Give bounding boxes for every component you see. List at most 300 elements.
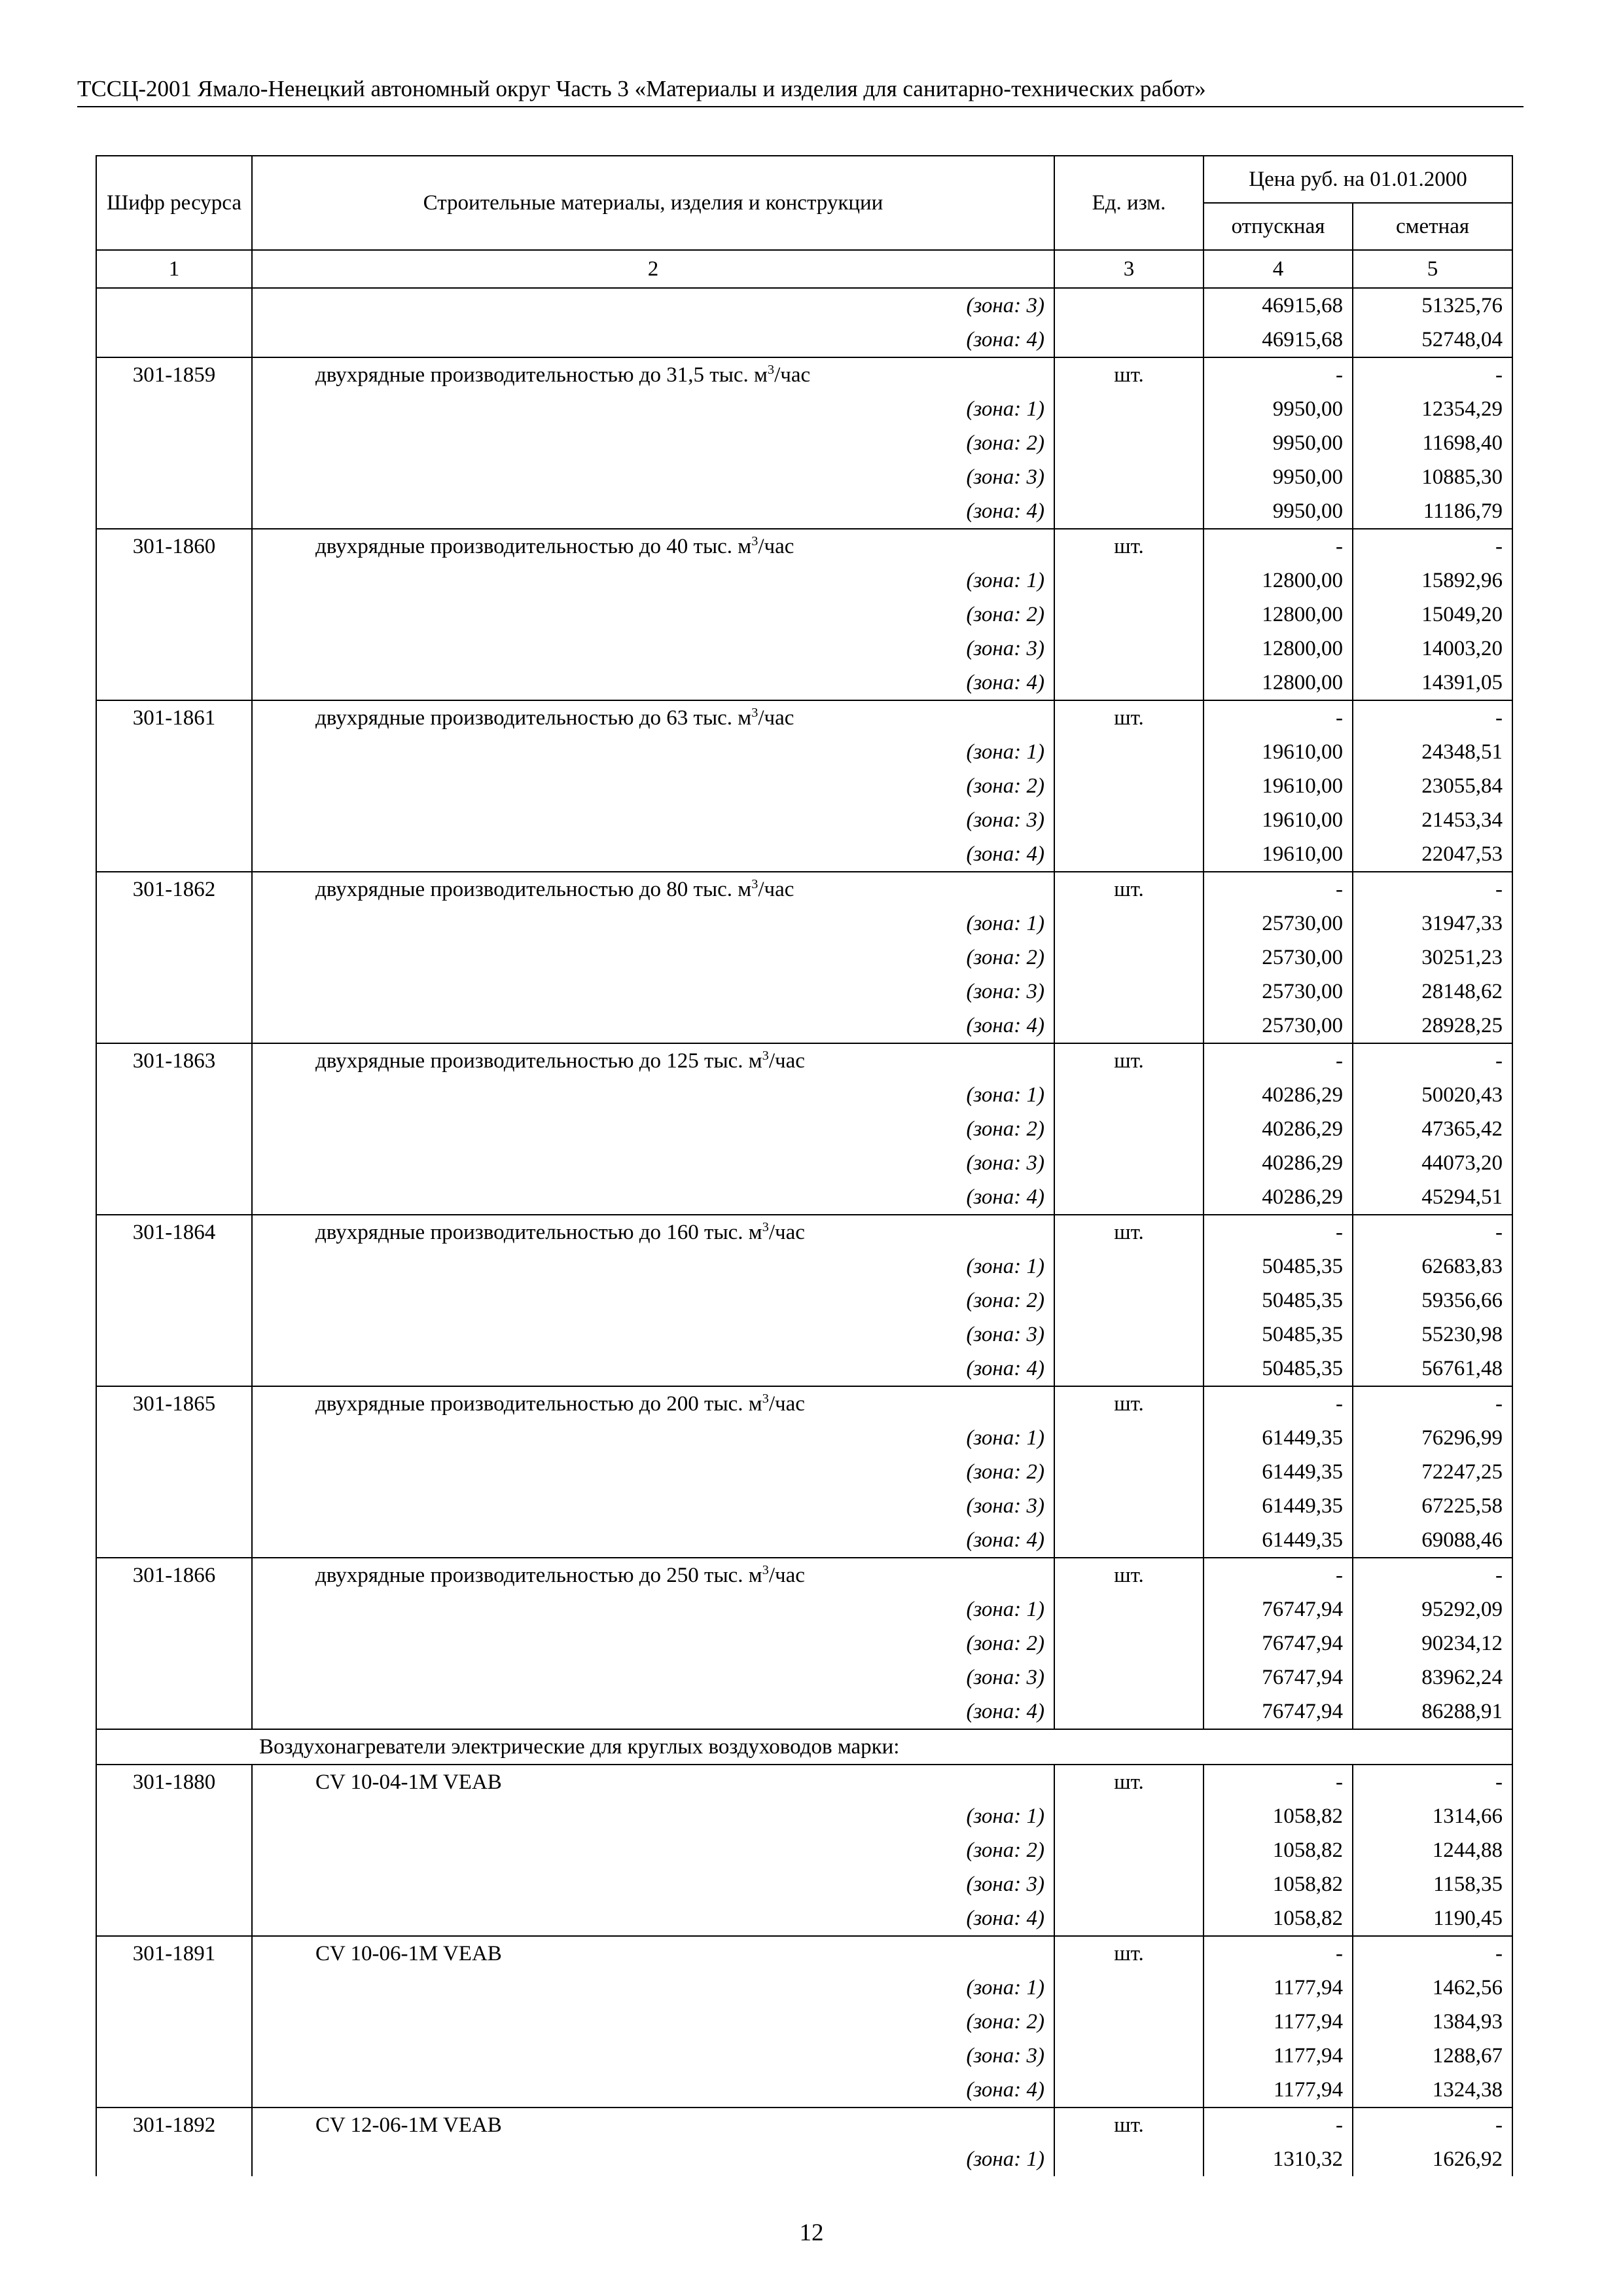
col-name-header: Строительные материалы, изделия и конструкции: [252, 156, 1054, 250]
price-estimate: 28928,25: [1353, 1009, 1512, 1043]
unit: [1054, 1626, 1204, 1660]
price-release: 12800,00: [1204, 666, 1353, 700]
resource-code: [96, 1695, 252, 1729]
item-name-text: [262, 878, 794, 902]
zone-label-text: (зона: 1): [966, 1254, 1044, 1278]
item-name-text: [262, 1221, 805, 1245]
zone-label-text: (зона: 4): [966, 327, 1044, 351]
price-estimate: 11698,40: [1353, 426, 1512, 460]
price-estimate: 52748,04: [1353, 323, 1512, 357]
item-name: [252, 1558, 1054, 1592]
price-release: 9950,00: [1204, 460, 1353, 494]
resource-code: [96, 1455, 252, 1489]
unit: [1054, 392, 1204, 426]
zone-row: [96, 632, 1512, 666]
price-estimate: 86288,91: [1353, 1695, 1512, 1729]
zone-label: [252, 769, 1054, 803]
price-estimate: -: [1353, 700, 1512, 735]
price-release: -: [1204, 700, 1353, 735]
item-name-main: CV 12-06-1M VEAB: [315, 2113, 502, 2137]
item-name-text: [262, 535, 794, 559]
price-estimate: -: [1353, 872, 1512, 906]
zone-label-text: (зона: 1): [966, 2147, 1044, 2171]
zone-label: [252, 1421, 1054, 1455]
col-price-group-header: Цена руб. на 01.01.2000: [1204, 156, 1512, 203]
unit: шт.: [1054, 872, 1204, 906]
resource-code: [96, 1489, 252, 1523]
resource-code: [96, 494, 252, 529]
item-name: [252, 1386, 1054, 1421]
item-name-text: [262, 1942, 502, 1966]
resource-code: 301-1892: [96, 2108, 252, 2142]
item-row: [96, 1215, 1512, 1249]
zone-label-text: (зона: 1): [966, 1083, 1044, 1107]
price-estimate: 72247,25: [1353, 1455, 1512, 1489]
resource-code: [96, 1971, 252, 2005]
price-release: 25730,00: [1204, 1009, 1353, 1043]
resource-code: [96, 1799, 252, 1833]
resource-code: [96, 1833, 252, 1867]
unit: [1054, 1660, 1204, 1695]
price-estimate: -: [1353, 1043, 1512, 1078]
unit: [1054, 1592, 1204, 1626]
price-estimate: 76296,99: [1353, 1421, 1512, 1455]
zone-label-text: (зона: 3): [966, 1872, 1044, 1896]
running-header: ТССЦ-2001 Ямало-Ненецкий автономный округ Часть 3 «Материалы и изделия для санитарно-технических работ»: [77, 76, 1206, 101]
zone-row: [96, 1180, 1512, 1215]
zone-label-text: (зона: 2): [966, 1460, 1044, 1484]
zone-row: [96, 975, 1512, 1009]
zone-label: [252, 1489, 1054, 1523]
resource-code: [96, 837, 252, 872]
unit: [1054, 1146, 1204, 1180]
unit-superscript: 3: [762, 1219, 769, 1234]
group-heading: Воздухонагреватели электрические для круглых воздуховодов марки:: [96, 1729, 1512, 1765]
unit: [1054, 323, 1204, 357]
resource-code: 301-1864: [96, 1215, 252, 1249]
unit: [1054, 837, 1204, 872]
zone-label: [252, 1867, 1054, 1901]
zone-label-text: (зона: 3): [966, 1151, 1044, 1175]
price-release: 25730,00: [1204, 975, 1353, 1009]
zone-label: [252, 494, 1054, 529]
zone-label-text: (зона: 2): [966, 2009, 1044, 2034]
price-estimate: 23055,84: [1353, 769, 1512, 803]
zone-label: [252, 1660, 1054, 1695]
resource-code: [96, 2039, 252, 2073]
unit: [1054, 1249, 1204, 1283]
resource-code: 301-1880: [96, 1765, 252, 1799]
item-name: [252, 529, 1054, 564]
resource-code: 301-1863: [96, 1043, 252, 1078]
price-estimate: 1314,66: [1353, 1799, 1512, 1833]
zone-label: [252, 1180, 1054, 1215]
price-estimate: 51325,76: [1353, 288, 1512, 323]
price-estimate: -: [1353, 2108, 1512, 2142]
zone-label-text: (зона: 4): [966, 670, 1044, 694]
zone-label-text: (зона: 1): [966, 1804, 1044, 1828]
item-row: [96, 1558, 1512, 1592]
price-release: -: [1204, 1215, 1353, 1249]
zone-label: [252, 1112, 1054, 1146]
zone-label: [252, 1078, 1054, 1112]
zone-label-text: (зона: 1): [966, 1975, 1044, 2000]
zone-label-text: (зона: 1): [966, 1597, 1044, 1621]
price-release: -: [1204, 1765, 1353, 1799]
price-estimate: -: [1353, 357, 1512, 392]
resource-code: [96, 460, 252, 494]
zone-row: [96, 2005, 1512, 2039]
unit: [1054, 1352, 1204, 1386]
zone-row: [96, 1901, 1512, 1936]
price-release: -: [1204, 1936, 1353, 1971]
price-estimate: 95292,09: [1353, 1592, 1512, 1626]
zone-label: [252, 460, 1054, 494]
zone-label: [252, 598, 1054, 632]
zone-label-text: (зона: 2): [966, 945, 1044, 969]
price-estimate: 69088,46: [1353, 1523, 1512, 1558]
unit: [1054, 1489, 1204, 1523]
resource-code: 301-1859: [96, 357, 252, 392]
zone-row: [96, 1352, 1512, 1386]
price-release: 9950,00: [1204, 494, 1353, 529]
item-name: [252, 1765, 1054, 1799]
zone-label: [252, 1146, 1054, 1180]
item-name: [252, 1043, 1054, 1078]
unit-superscript: 3: [762, 1391, 769, 1406]
item-row: [96, 700, 1512, 735]
resource-code: [96, 1523, 252, 1558]
price-estimate: 15049,20: [1353, 598, 1512, 632]
resource-code: [96, 2073, 252, 2108]
zone-row: [96, 323, 1512, 357]
zone-label: [252, 2073, 1054, 2108]
price-estimate: -: [1353, 529, 1512, 564]
col-number: 4: [1204, 250, 1353, 288]
unit: шт.: [1054, 1765, 1204, 1799]
unit: шт.: [1054, 1386, 1204, 1421]
zone-label-text: (зона: 3): [966, 1665, 1044, 1689]
item-name-text: [262, 1049, 805, 1073]
price-release: -: [1204, 872, 1353, 906]
zone-row: [96, 1626, 1512, 1660]
zone-row: [96, 2039, 1512, 2073]
zone-label: [252, 906, 1054, 941]
zone-label-text: (зона: 4): [966, 1185, 1044, 1209]
resource-code: [96, 1078, 252, 1112]
col-release-header: отпускная: [1204, 203, 1353, 250]
item-row: [96, 1936, 1512, 1971]
unit: [1054, 1799, 1204, 1833]
unit: [1054, 2142, 1204, 2176]
zone-label-text: (зона: 4): [966, 1356, 1044, 1380]
item-name-unit-tail: /час: [768, 1049, 805, 1073]
price-estimate: -: [1353, 1215, 1512, 1249]
price-release: 50485,35: [1204, 1283, 1353, 1318]
unit: [1054, 632, 1204, 666]
price-estimate: 1244,88: [1353, 1833, 1512, 1867]
zone-row: [96, 1867, 1512, 1901]
unit: [1054, 564, 1204, 598]
unit-superscript: 3: [751, 533, 758, 548]
resource-code: [96, 941, 252, 975]
unit-superscript: 3: [762, 1562, 769, 1577]
zone-label: [252, 1352, 1054, 1386]
item-name-main: двухрядные производительностью до 31,5 тыс. м: [315, 363, 768, 387]
unit: [1054, 906, 1204, 941]
price-release: 50485,35: [1204, 1318, 1353, 1352]
zone-row: [96, 1318, 1512, 1352]
price-release: 19610,00: [1204, 803, 1353, 837]
resource-code: [96, 426, 252, 460]
unit: шт.: [1054, 1936, 1204, 1971]
price-release: -: [1204, 357, 1353, 392]
zone-label: [252, 2039, 1054, 2073]
price-estimate: 30251,23: [1353, 941, 1512, 975]
item-name: [252, 2108, 1054, 2142]
zone-row: [96, 1833, 1512, 1867]
price-release: -: [1204, 1386, 1353, 1421]
unit: [1054, 460, 1204, 494]
group-heading-row: [96, 1729, 1512, 1765]
resource-code: 301-1865: [96, 1386, 252, 1421]
resource-code: 301-1891: [96, 1936, 252, 1971]
price-release: 12800,00: [1204, 632, 1353, 666]
item-name: [252, 357, 1054, 392]
price-estimate: 1288,67: [1353, 2039, 1512, 2073]
resource-code: [96, 1592, 252, 1626]
resource-code: [96, 323, 252, 357]
unit: [1054, 803, 1204, 837]
zone-row: [96, 1799, 1512, 1833]
zone-label-text: (зона: 4): [966, 2077, 1044, 2102]
unit: [1054, 735, 1204, 769]
zone-label-text: (зона: 1): [966, 568, 1044, 592]
zone-label: [252, 2142, 1054, 2176]
zone-row: [96, 1249, 1512, 1283]
price-release: 61449,35: [1204, 1455, 1353, 1489]
zone-label-text: (зона: 2): [966, 602, 1044, 626]
resource-code: [96, 1352, 252, 1386]
zone-label-text: (зона: 1): [966, 397, 1044, 421]
zone-label: [252, 392, 1054, 426]
unit: шт.: [1054, 2108, 1204, 2142]
resource-code: [96, 1009, 252, 1043]
price-estimate: 21453,34: [1353, 803, 1512, 837]
resource-code: [96, 288, 252, 323]
item-row: [96, 357, 1512, 392]
zone-label-text: (зона: 2): [966, 1117, 1044, 1141]
zone-row: [96, 837, 1512, 872]
price-estimate: 10885,30: [1353, 460, 1512, 494]
unit-superscript: 3: [762, 1048, 769, 1063]
price-release: 9950,00: [1204, 426, 1353, 460]
unit: [1054, 1180, 1204, 1215]
unit: [1054, 2039, 1204, 2073]
resource-code: [96, 1146, 252, 1180]
price-release: 76747,94: [1204, 1660, 1353, 1695]
price-estimate: 24348,51: [1353, 735, 1512, 769]
price-estimate: 67225,58: [1353, 1489, 1512, 1523]
zone-label-text: (зона: 2): [966, 1838, 1044, 1862]
resource-code: 301-1866: [96, 1558, 252, 1592]
item-name-main: двухрядные производительностью до 250 тыс. м: [315, 1563, 762, 1587]
item-name-unit-tail: /час: [774, 363, 811, 387]
price-estimate: 1158,35: [1353, 1867, 1512, 1901]
zone-label: [252, 735, 1054, 769]
price-estimate: 14003,20: [1353, 632, 1512, 666]
zone-row: [96, 1009, 1512, 1043]
unit: [1054, 1421, 1204, 1455]
zone-label: [252, 803, 1054, 837]
price-estimate: 62683,83: [1353, 1249, 1512, 1283]
unit: [1054, 1971, 1204, 2005]
zone-label-text: (зона: 4): [966, 842, 1044, 866]
zone-row: [96, 1660, 1512, 1695]
table-header: [96, 156, 1512, 288]
item-row: [96, 1043, 1512, 1078]
price-estimate: 44073,20: [1353, 1146, 1512, 1180]
price-estimate: 31947,33: [1353, 906, 1512, 941]
resource-code: 301-1860: [96, 529, 252, 564]
item-name-main: CV 10-06-1M VEAB: [315, 1941, 502, 1965]
zone-label-text: (зона: 3): [966, 979, 1044, 1003]
price-estimate: 55230,98: [1353, 1318, 1512, 1352]
zone-label-text: (зона: 1): [966, 911, 1044, 935]
unit-superscript: 3: [767, 362, 775, 377]
price-release: 76747,94: [1204, 1592, 1353, 1626]
resource-code: [96, 2142, 252, 2176]
unit: [1054, 769, 1204, 803]
zone-row: [96, 1523, 1512, 1558]
unit: шт.: [1054, 529, 1204, 564]
item-name-unit-tail: /час: [768, 1391, 805, 1416]
zone-label-text: (зона: 3): [966, 636, 1044, 660]
price-estimate: 90234,12: [1353, 1626, 1512, 1660]
zone-label: [252, 1592, 1054, 1626]
zone-row: [96, 1455, 1512, 1489]
item-row: [96, 1386, 1512, 1421]
price-estimate: 50020,43: [1353, 1078, 1512, 1112]
price-estimate: 59356,66: [1353, 1283, 1512, 1318]
price-release: 61449,35: [1204, 1489, 1353, 1523]
page-number: 12: [799, 2219, 824, 2246]
price-release: 25730,00: [1204, 906, 1353, 941]
zone-label: [252, 1799, 1054, 1833]
price-estimate: -: [1353, 1765, 1512, 1799]
resource-code: [96, 598, 252, 632]
zone-label: [252, 1249, 1054, 1283]
price-release: 12800,00: [1204, 564, 1353, 598]
item-name: [252, 872, 1054, 906]
zone-label: [252, 1283, 1054, 1318]
resource-code: [96, 1180, 252, 1215]
zone-row: [96, 1971, 1512, 2005]
zone-label: [252, 666, 1054, 700]
resource-code: [96, 1318, 252, 1352]
zone-label-text: (зона: 3): [966, 1494, 1044, 1518]
price-estimate: -: [1353, 1936, 1512, 1971]
zone-row: [96, 735, 1512, 769]
col-estimate-header: сметная: [1353, 203, 1512, 250]
item-name-main: двухрядные производительностью до 200 тыс. м: [315, 1391, 762, 1416]
resource-code: [96, 1421, 252, 1455]
price-release: 40286,29: [1204, 1078, 1353, 1112]
item-name-main: двухрядные производительностью до 80 тыс. м: [315, 877, 752, 901]
zone-label: [252, 1971, 1054, 2005]
price-release: -: [1204, 1558, 1353, 1592]
price-estimate: 1626,92: [1353, 2142, 1512, 2176]
price-release: 19610,00: [1204, 769, 1353, 803]
resource-code: [96, 769, 252, 803]
zone-label-text: (зона: 3): [966, 465, 1044, 489]
zone-row: [96, 906, 1512, 941]
unit: [1054, 598, 1204, 632]
zone-label: [252, 426, 1054, 460]
price-release: 61449,35: [1204, 1421, 1353, 1455]
price-estimate: 47365,42: [1353, 1112, 1512, 1146]
zone-label: [252, 323, 1054, 357]
col-number: 2: [252, 250, 1054, 288]
item-name: [252, 700, 1054, 735]
price-estimate: 1384,93: [1353, 2005, 1512, 2039]
resource-code: [96, 564, 252, 598]
zone-label: [252, 837, 1054, 872]
zone-label-text: (зона: 3): [966, 808, 1044, 832]
zone-label-text: (зона: 2): [966, 774, 1044, 798]
resource-code: 301-1862: [96, 872, 252, 906]
zone-label-text: (зона: 1): [966, 1426, 1044, 1450]
unit: [1054, 2005, 1204, 2039]
unit: [1054, 941, 1204, 975]
zone-label: [252, 564, 1054, 598]
unit: [1054, 666, 1204, 700]
zone-label: [252, 1318, 1054, 1352]
item-name-main: двухрядные производительностью до 160 тыс. м: [315, 1220, 762, 1244]
price-release: 46915,68: [1204, 288, 1353, 323]
price-release: -: [1204, 1043, 1353, 1078]
zone-label-text: (зона: 4): [966, 1699, 1044, 1723]
price-release: 40286,29: [1204, 1112, 1353, 1146]
item-name-unit-tail: /час: [758, 706, 794, 730]
zone-row: [96, 941, 1512, 975]
zone-label-text: (зона: 2): [966, 431, 1044, 455]
unit-superscript: 3: [751, 876, 758, 891]
col-number: 3: [1054, 250, 1204, 288]
item-name: [252, 1936, 1054, 1971]
item-row: [96, 1765, 1512, 1799]
zone-label-text: (зона: 3): [966, 1322, 1044, 1346]
resource-code: [96, 1626, 252, 1660]
zone-row: [96, 2073, 1512, 2108]
unit: [1054, 426, 1204, 460]
resource-code: [96, 803, 252, 837]
item-name-unit-tail: /час: [758, 534, 794, 558]
resource-code: [96, 1901, 252, 1936]
unit: шт.: [1054, 700, 1204, 735]
resource-code: [96, 1660, 252, 1695]
unit: шт.: [1054, 1215, 1204, 1249]
zone-row: [96, 1146, 1512, 1180]
unit: [1054, 2073, 1204, 2108]
price-release: 76747,94: [1204, 1695, 1353, 1729]
price-release: 40286,29: [1204, 1146, 1353, 1180]
item-name: [252, 1215, 1054, 1249]
zone-label-text: (зона: 4): [966, 499, 1044, 523]
price-estimate: 45294,51: [1353, 1180, 1512, 1215]
zone-label: [252, 1695, 1054, 1729]
zone-label: [252, 288, 1054, 323]
